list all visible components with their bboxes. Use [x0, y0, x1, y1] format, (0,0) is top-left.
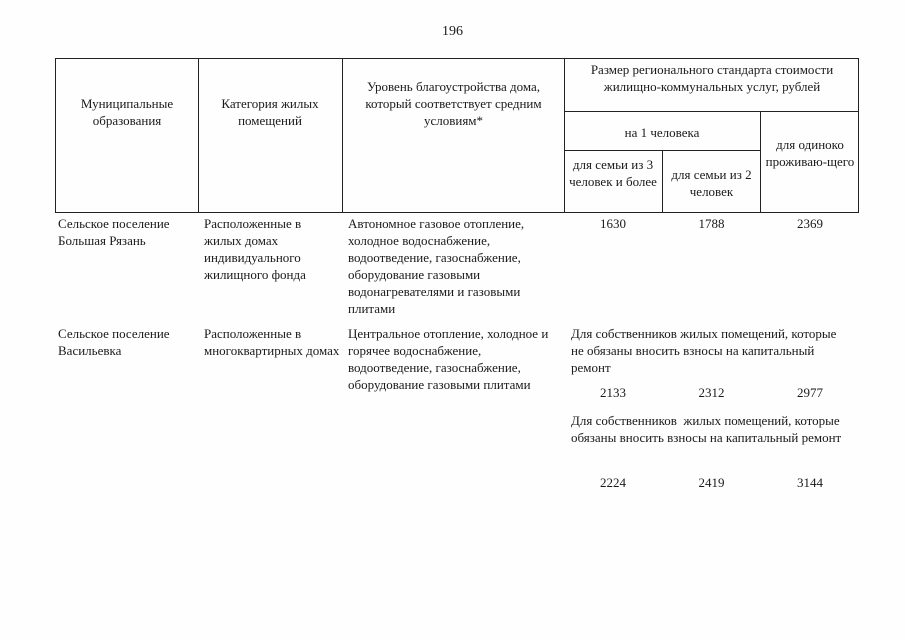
- col-divider-2: [342, 58, 343, 213]
- row2-group1-note: Для собственников жилых помещений, которые не обязаны вносить взносы на капитальный ремонт: [571, 326, 837, 375]
- table-left-border: [55, 58, 56, 213]
- table-top-border: [55, 58, 859, 59]
- row2-group2-value-single: 3144: [797, 475, 823, 490]
- col-divider-1: [198, 58, 199, 213]
- row1-improvement: Автономное газовое отопление, холодное водоснабжение, водоотведение, газоснабжение, оборудование газовыми водонагревателями и газовыми плитами: [348, 216, 525, 316]
- header-improvement: Уровень благоустройства дома, который соответствует средним условиям*: [365, 79, 542, 128]
- row2-group2-value-family3: 2224: [600, 475, 626, 490]
- header-bottom-border: [55, 212, 859, 213]
- header-category: Категория жилых помещений: [221, 96, 319, 128]
- header-divider-standard: [564, 111, 859, 112]
- col-divider-5: [760, 111, 761, 213]
- header-per-person: на 1 человека: [624, 125, 700, 140]
- row2-category: Расположенные в многоквартирных домах: [204, 326, 340, 358]
- header-standard-title: Размер регионального стандарта стоимости жилищно-коммунальных услуг, рублей: [590, 62, 834, 94]
- row2-municipality: Сельское поселение Васильевка: [58, 326, 170, 358]
- table-right-border: [858, 58, 859, 213]
- col-divider-3: [564, 58, 565, 213]
- header-municipality: Муниципальные образования: [80, 96, 174, 128]
- col-divider-4: [662, 150, 663, 213]
- row2-group2-note: Для собственников жилых помещений, которые обязаны вносить взносы на капитальный ремонт: [571, 413, 843, 445]
- header-family3: для семьи из 3 человек и более: [569, 157, 657, 189]
- header-single: для одиноко проживаю-щего: [765, 137, 855, 169]
- header-family2: для семьи из 2 человек: [671, 167, 752, 199]
- row2-improvement: Центральное отопление, холодное и горячее водоснабжение, водоотведение, газоснабжение, оборудование газовыми плитами: [348, 326, 549, 392]
- row2-group2-value-family2: 2419: [698, 475, 725, 490]
- row1-value-family2: 1788: [698, 216, 725, 231]
- page-number: 196: [442, 24, 463, 39]
- row1-category: Расположенные в жилых домах индивидуального жилищного фонда: [204, 216, 306, 282]
- row1-value-family3: 1630: [600, 216, 626, 231]
- row1-municipality: Сельское поселение Большая Рязань: [58, 216, 170, 248]
- row1-value-single: 2369: [797, 216, 823, 231]
- row2-group1-value-family2: 2312: [698, 385, 725, 400]
- row2-group1-value-single: 2977: [797, 385, 823, 400]
- row2-group1-value-family3: 2133: [600, 385, 626, 400]
